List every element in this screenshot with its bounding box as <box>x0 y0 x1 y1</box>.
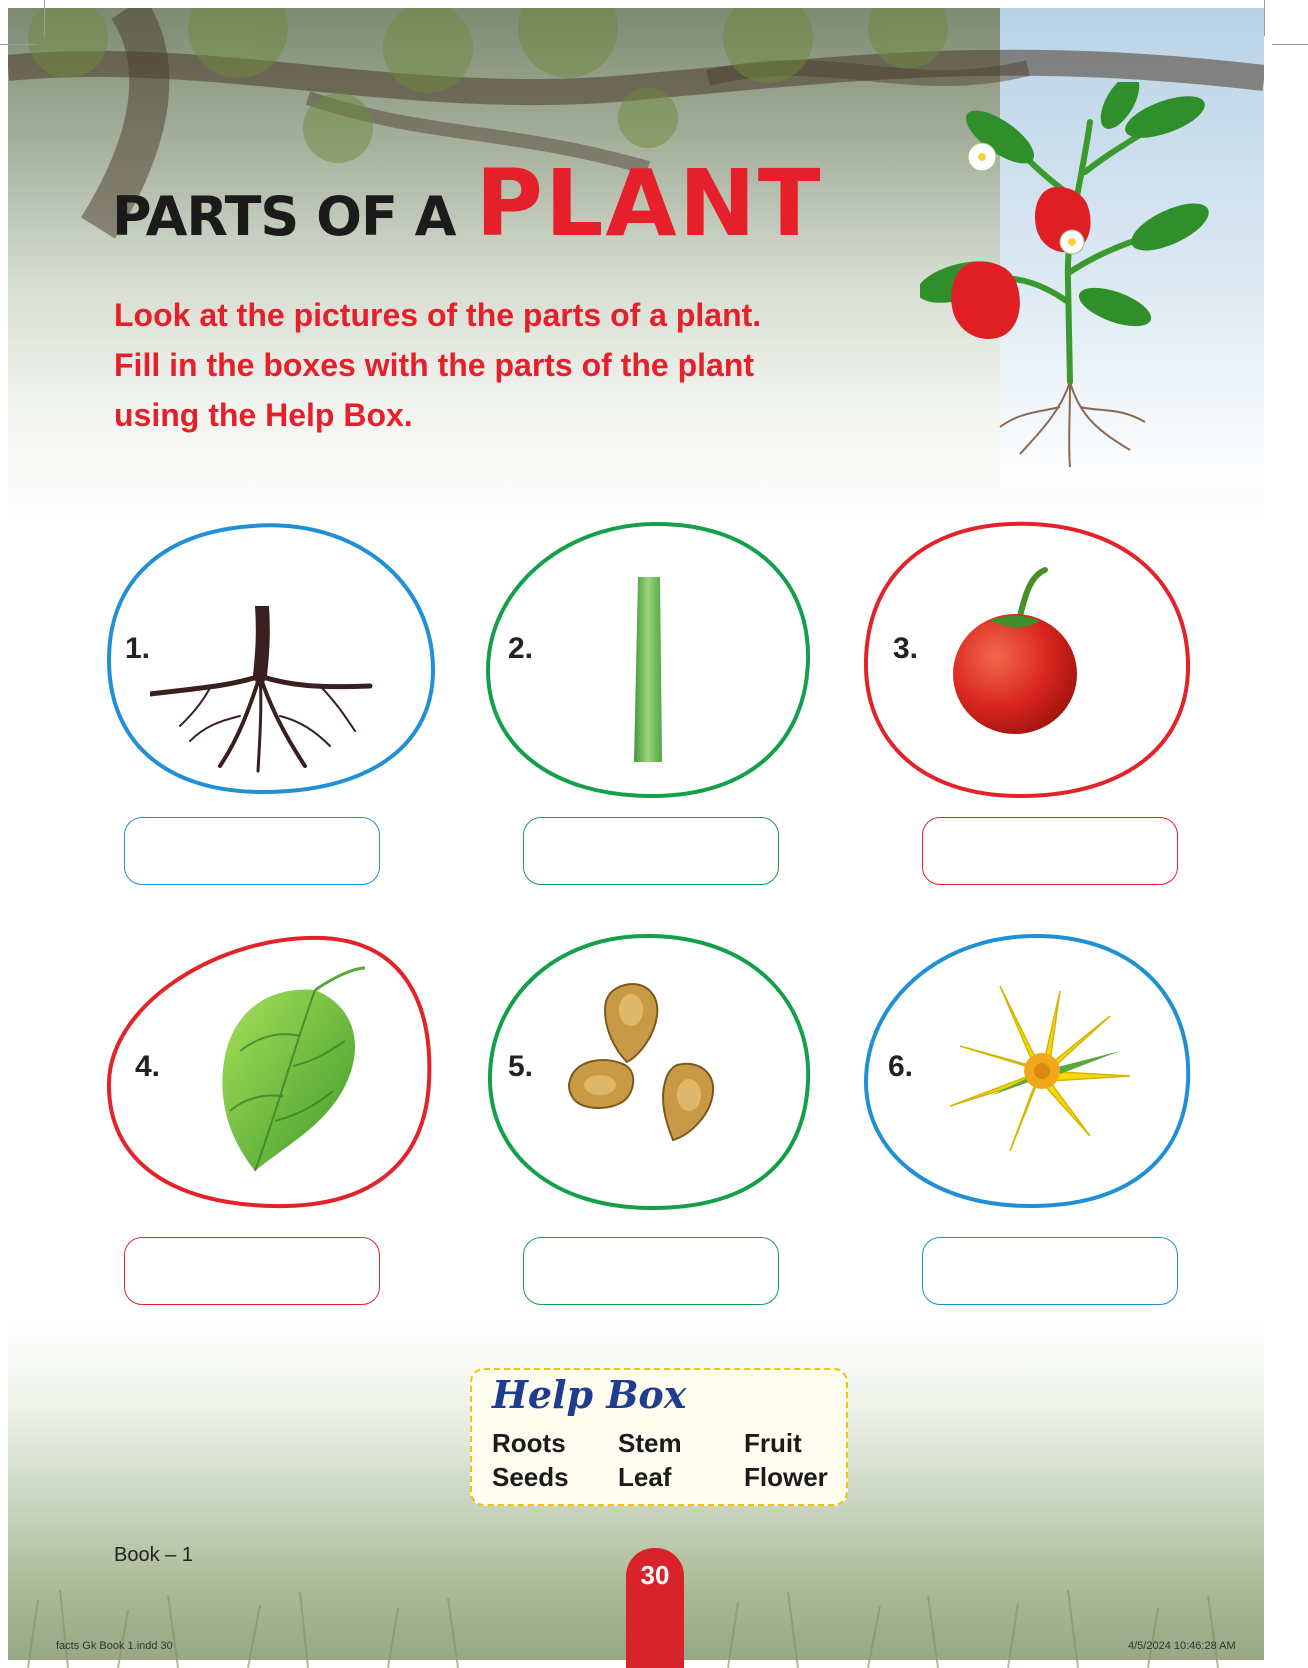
page-title <box>112 150 823 257</box>
stem-icon <box>630 577 670 762</box>
help-word: Roots <box>492 1428 566 1458</box>
print-slug-date: 4/5/2024 10:46:28 AM <box>1128 1640 1236 1652</box>
help-box <box>470 1368 848 1506</box>
instruction-line: using the Help Box. <box>114 397 413 433</box>
answer-box-5[interactable] <box>523 1237 779 1305</box>
flower-icon <box>950 986 1135 1156</box>
item-number: 5. <box>508 1050 534 1083</box>
page-margin <box>1264 0 1308 1668</box>
title-prefix: PARTS OF A <box>112 185 456 248</box>
help-word: Fruit <box>744 1428 802 1458</box>
answer-box-2[interactable] <box>523 817 779 885</box>
answer-box-6[interactable] <box>922 1237 1178 1305</box>
crop-mark <box>1264 0 1265 36</box>
book-label: Book – 1 <box>114 1544 193 1566</box>
instruction-line: Look at the pictures of the parts of a plant. <box>114 297 762 333</box>
item-number: 6. <box>888 1050 914 1083</box>
instructions <box>114 290 834 440</box>
crop-mark <box>1272 44 1308 45</box>
item-number: 1. <box>125 632 151 665</box>
tomato-fruit-icon <box>950 566 1080 736</box>
help-word: Seeds <box>492 1462 569 1492</box>
answer-box-1[interactable] <box>124 817 380 885</box>
pepper-plant-icon <box>920 82 1220 472</box>
item-number: 3. <box>893 632 919 665</box>
leaf-icon <box>215 966 375 1176</box>
item-number: 4. <box>135 1050 161 1083</box>
roots-icon <box>150 606 380 776</box>
help-word: Leaf <box>618 1462 672 1492</box>
help-word: Stem <box>618 1428 682 1458</box>
instruction-line: Fill in the boxes with the parts of the plant <box>114 347 755 383</box>
answer-box-3[interactable] <box>922 817 1178 885</box>
answer-box-4[interactable] <box>124 1237 380 1305</box>
crop-mark <box>0 44 36 45</box>
help-box-title: Help Box <box>492 1372 687 1417</box>
item-number: 2. <box>508 632 534 665</box>
seeds-icon <box>565 980 735 1150</box>
title-highlight: PLANT <box>475 150 823 257</box>
crop-mark <box>44 0 45 36</box>
help-word: Flower <box>744 1462 828 1492</box>
print-slug-file: facts Gk Book 1.indd 30 <box>56 1640 173 1652</box>
page-number: 30 <box>640 1560 670 1590</box>
